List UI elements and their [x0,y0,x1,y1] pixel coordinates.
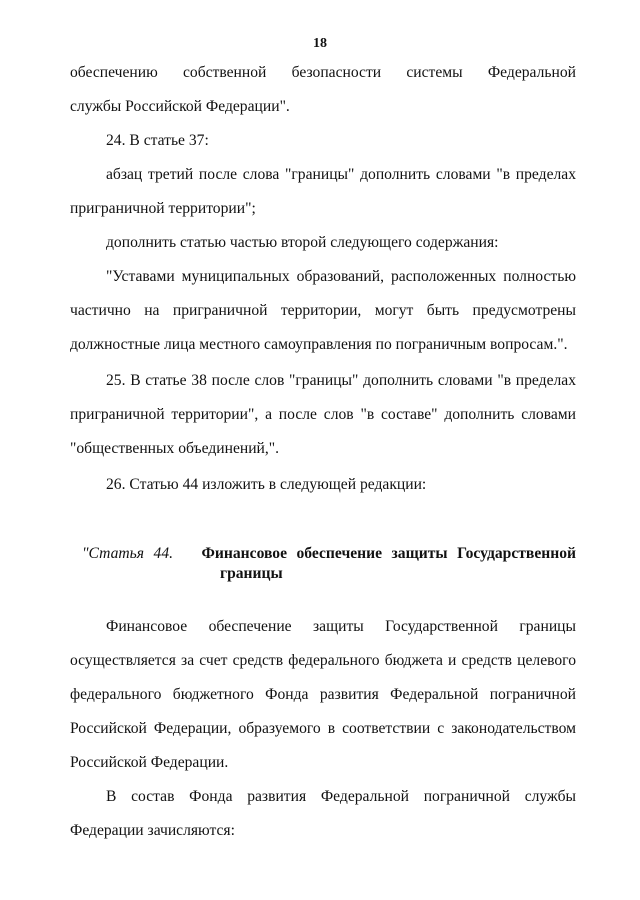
paragraph-9 [70,780,576,848]
paragraph-2 [106,124,576,158]
paragraph-line: "Уставами муниципальных образований, расположенных полностью [106,268,576,285]
paragraph-line: Финансовое обеспечение защиты Государственной границы [106,618,576,635]
paragraph-line: службы Российской Федерации". [70,98,290,115]
paragraph-line: "общественных объединений,". [70,440,280,457]
article-title-continued: границы [220,565,283,582]
paragraph-line: должностные лица местного самоуправления по пограничным вопросам.". [70,336,568,353]
paragraph-3 [70,158,576,226]
article-heading-row [82,544,576,564]
paragraph-line: 24. В статье 37: [106,132,209,149]
paragraph-8 [70,610,576,780]
paragraph-4 [106,226,576,260]
article-title: Финансовое обеспечение защиты Государственной [201,545,576,562]
paragraph-line: Российской Федерации, образуемого в соответствии с законодательством [70,720,576,737]
paragraph-6 [70,364,576,466]
article-heading [82,544,576,584]
paragraph-line: Российской Федерации. [70,754,229,771]
paragraph-line: дополнить статью частью второй следующего содержания: [106,234,499,251]
paragraph-line: приграничной территории"; [70,200,256,217]
paragraph-line: частично на приграничной территории, могут быть предусмотрены [70,302,576,319]
article-label: "Статья 44. [82,545,174,562]
paragraph-1 [70,56,576,124]
paragraph-line: абзац третий после слова "границы" дополнить словами "в пределах [106,166,576,183]
paragraph-5 [70,260,576,362]
paragraph-line: обеспечению собственной безопасности системы Федеральной [70,64,576,81]
paragraph-7 [106,468,576,502]
paragraph-line: В состав Фонда развития Федеральной пограничной службы [106,788,576,805]
paragraph-line: Федерации зачисляются: [70,822,235,839]
page-number: 18 [313,36,327,51]
paragraph-line: 25. В статье 38 после слов "границы" дополнить словами "в пределах [106,372,576,389]
paragraph-line: приграничной территории", а после слов "в составе" дополнить словами [70,406,576,423]
paragraph-line: федерального бюджетного Фонда развития Федеральной пограничной [70,686,576,703]
paragraph-line: осуществляется за счет средств федерального бюджета и средств целевого [70,652,576,669]
paragraph-line: 26. Статью 44 изложить в следующей редакции: [106,476,427,493]
